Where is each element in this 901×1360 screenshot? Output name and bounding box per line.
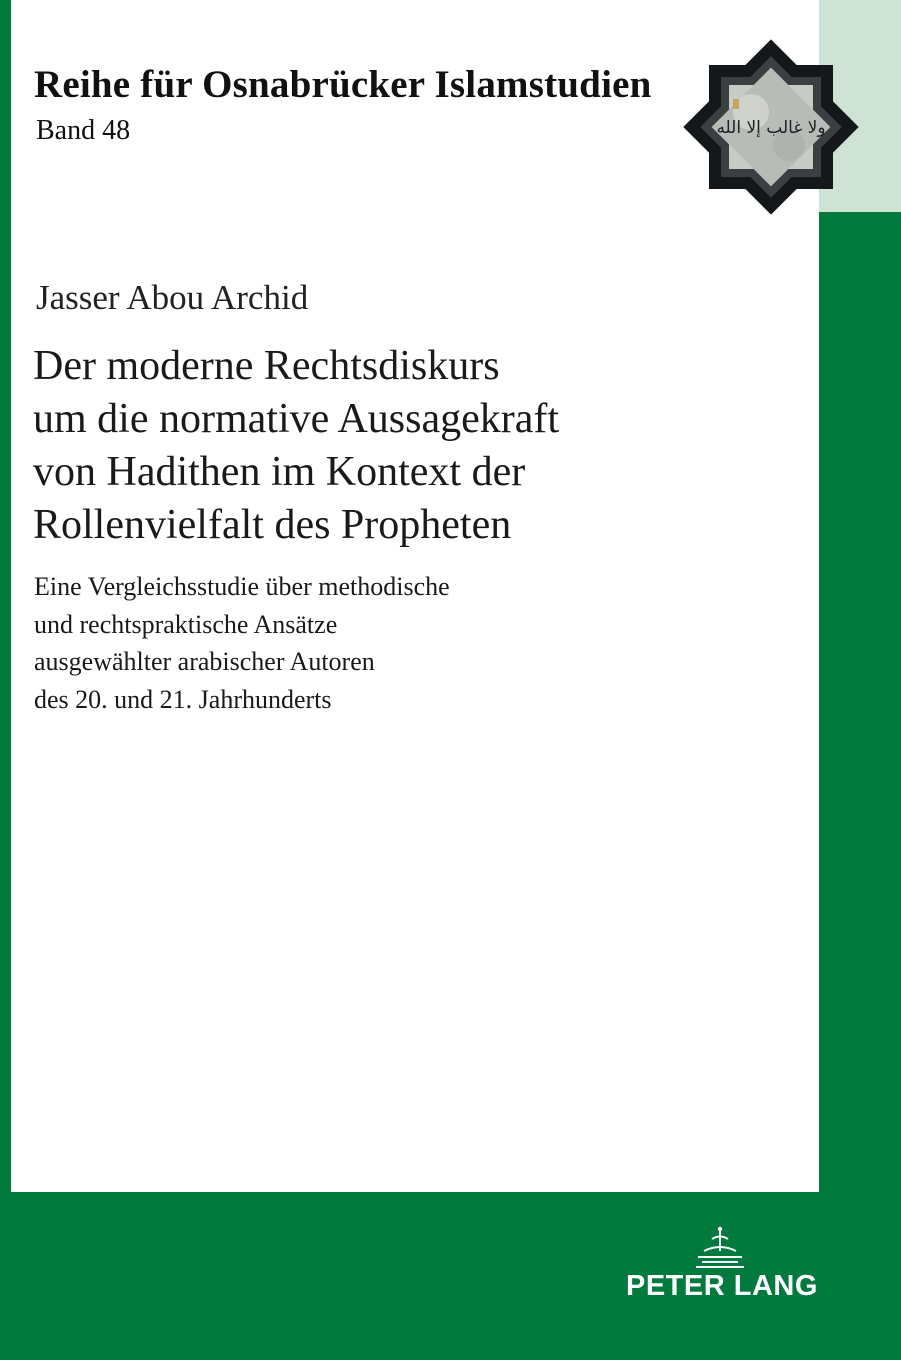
title-line: Rollenvielfalt des Propheten bbox=[33, 502, 512, 548]
subtitle-line: des 20. und 21. Jahrhunderts bbox=[34, 684, 332, 714]
eight-point-star-tile-icon bbox=[682, 38, 860, 216]
cover-border bbox=[0, 0, 11, 1360]
emblem-calligraphy: ولا غالب إلا الله bbox=[716, 118, 826, 138]
title-line: um die normative Aussagekraft bbox=[33, 396, 560, 442]
book-title bbox=[33, 340, 559, 552]
publisher-name: PETER LANG bbox=[626, 1270, 818, 1302]
title-line: von Hadithen im Kontext der bbox=[33, 449, 526, 495]
subtitle-line: ausgewählter arabischer Autoren bbox=[34, 647, 375, 676]
author-name: Jasser Abou Archid bbox=[36, 278, 309, 317]
book-subtitle bbox=[34, 568, 450, 718]
subtitle-line: Eine Vergleichsstudie über methodische bbox=[34, 572, 450, 601]
fountain-logo-icon bbox=[690, 1225, 750, 1273]
subtitle-line: und rechtspraktische Ansätze bbox=[34, 609, 338, 639]
series-volume: Band 48 bbox=[36, 115, 131, 146]
series-title: Reihe für Osnabrücker Islamstudien bbox=[34, 63, 652, 106]
title-line: Der moderne Rechtsdiskurs bbox=[33, 343, 500, 389]
